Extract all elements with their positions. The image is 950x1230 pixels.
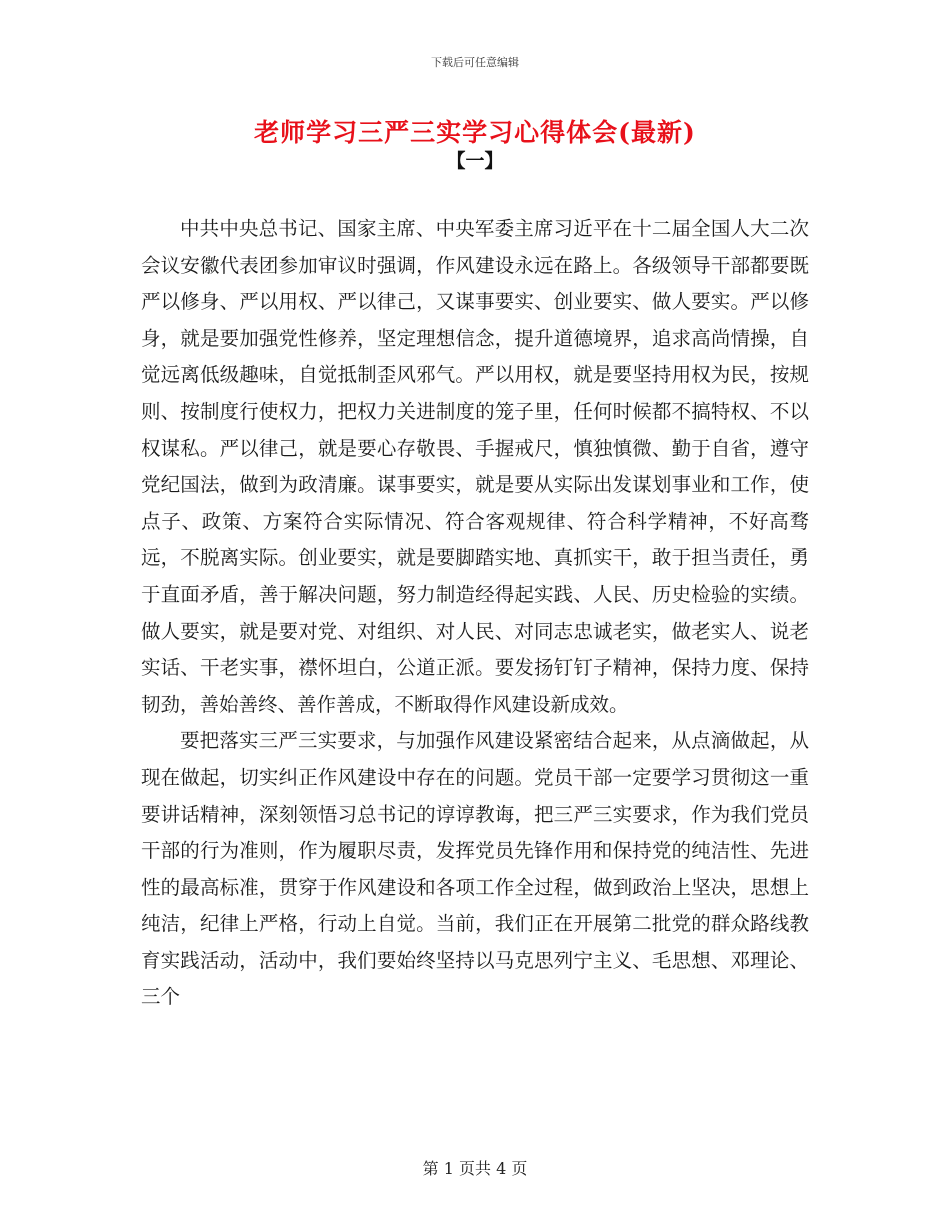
page-footer: 第 1 页共 4 页 [422,1159,528,1178]
paragraph-2: 要把落实三严三实要求，与加强作风建设紧密结合起来，从点滴做起，从现在做起，切实纠正作风建设中存在的问题。党员干部一定要学习贯彻这一重要讲话精神，深刻领悟习总书记的谆谆教诲，把三严三实要求，作为我们党员干部的行为准则，作为履职尽责，发挥党员先锋作用和保持党的纯洁性、先进性的最高标准，贯穿于作风建设和各项工作全过程，做到政治上坚决，思想上纯洁，纪律上严格，行动上自觉。当前，我们正在开展第二批党的群众路线教育实践活动，活动中，我们要始终坚持以马克思列宁主义、毛思想、邓理论、三个 [141,729,809,1009]
document-subtitle: 【一】 [446,150,504,172]
document-body [141,211,809,1016]
paragraph-1: 中共中央总书记、国家主席、中央军委主席习近平在十二届全国人大二次会议安徽代表团参加审议时强调，作风建设永远在路上。各级领导干部都要既严以修身、严以用权、严以律己，又谋事要实、创业要实、做人要实。严以修身，就是要加强党性修养，坚定理想信念，提升道德境界，追求高尚情操，自觉远离低级趣味，自觉抵制歪风邪气。严以用权，就是要坚持用权为民，按规则、按制度行使权力，把权力关进制度的笼子里，任何时候都不搞特权、不以权谋私。严以律己，就是要心存敬畏、手握戒尺，慎独慎微、勤于自省，遵守党纪国法，做到为政清廉。谋事要实，就是要从实际出发谋划事业和工作，使点子、政策、方案符合实际情况、符合客观规律、符合科学精神，不好高骛远，不脱离实际。创业要实，就是要脚踏实地、真抓实干，敢于担当责任，勇于直面矛盾，善于解决问题，努力制造经得起实践、人民、历史检验的实绩。做人要实，就是要对党、对组织、对人民、对同志忠诚老实，做老实人、说老实话、干老实事，襟怀坦白，公道正派。要发扬钉钉子精神，保持力度、保持韧劲，善始善终、善作善成，不断取得作风建设新成效。 [141,217,809,716]
document-title: 老师学习三严三实学习心得体会(最新) [254,118,696,147]
header-note: 下载后可任意编辑 [431,56,519,69]
